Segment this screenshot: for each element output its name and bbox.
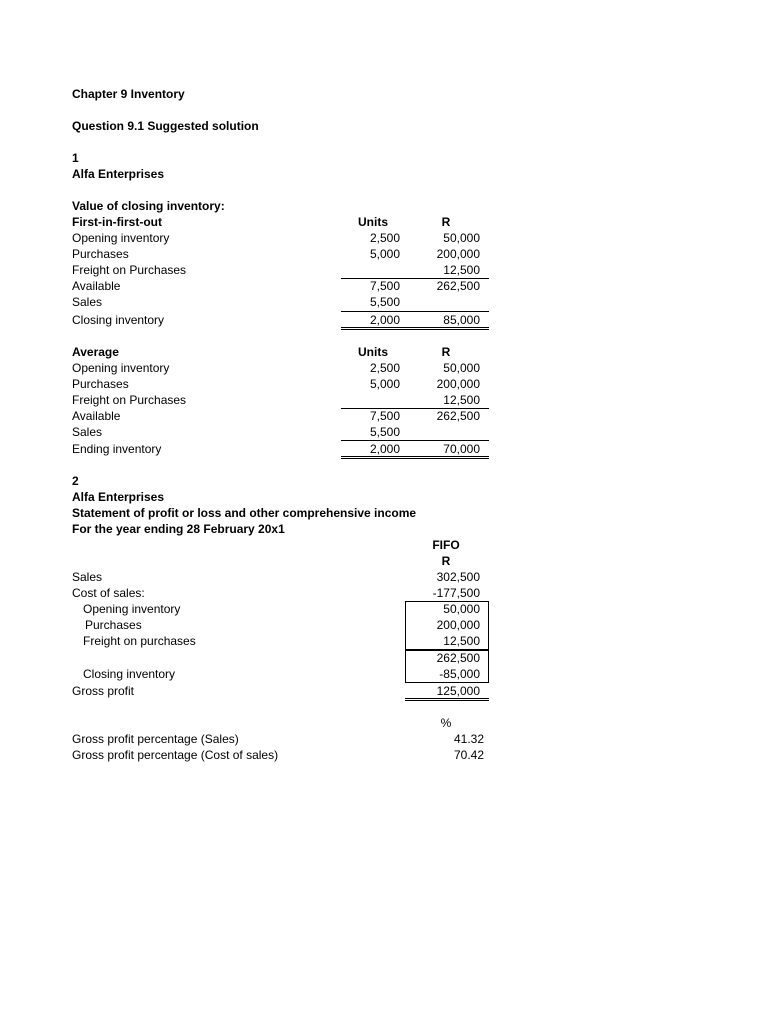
fifo-units-header: Units bbox=[358, 215, 388, 229]
fifo-row-label: Closing inventory bbox=[72, 313, 165, 327]
statement-row-value: 302,500 bbox=[436, 570, 480, 584]
double-rule-bottom bbox=[341, 329, 489, 330]
statement-row-value: 200,000 bbox=[436, 618, 480, 632]
closing-inventory-heading: Value of closing inventory: bbox=[72, 199, 225, 213]
statement-row-label: Cost of sales: bbox=[72, 586, 145, 600]
fifo-row-r: 85,000 bbox=[443, 313, 480, 327]
subtotal-rule bbox=[341, 440, 489, 441]
average-row-units: 5,000 bbox=[369, 377, 400, 391]
percentage-value: 41.32 bbox=[453, 732, 484, 746]
average-row-label: Freight on Purchases bbox=[72, 393, 187, 407]
statement-row-value: -85,000 bbox=[439, 667, 480, 681]
double-rule-bottom bbox=[341, 458, 489, 459]
average-row-label: Opening inventory bbox=[72, 361, 170, 375]
statement-row-label: Gross profit bbox=[72, 684, 135, 698]
fifo-row-units: 5,500 bbox=[369, 295, 400, 309]
fifo-row-label: Available bbox=[72, 279, 121, 293]
double-rule-top bbox=[341, 456, 489, 457]
fifo-row-r: 50,000 bbox=[443, 231, 480, 245]
part-number-2: 2 bbox=[72, 474, 79, 488]
company-name-2: Alfa Enterprises bbox=[72, 490, 165, 504]
fifo-row-label: Sales bbox=[72, 295, 103, 309]
statement-row-label: Freight on purchases bbox=[83, 634, 196, 648]
statement-period: For the year ending 28 February 20x1 bbox=[72, 522, 285, 536]
average-row-units: 7,500 bbox=[369, 409, 400, 423]
statement-row-label: Opening inventory bbox=[83, 602, 181, 616]
fifo-column-header: FIFO bbox=[432, 538, 460, 552]
statement-row-label: Sales bbox=[72, 570, 103, 584]
fifo-row-r: 200,000 bbox=[436, 247, 480, 261]
fifo-row-units: 5,000 bbox=[369, 247, 400, 261]
statement-title: Statement of profit or loss and other comprehensive income bbox=[72, 506, 417, 520]
average-row-units: 5,500 bbox=[369, 425, 400, 439]
average-row-r: 50,000 bbox=[443, 361, 480, 375]
average-row-label: Purchases bbox=[72, 377, 129, 391]
average-title: Average bbox=[72, 345, 119, 359]
fifo-row-label: Freight on Purchases bbox=[72, 263, 187, 277]
part-number-1: 1 bbox=[72, 151, 79, 165]
average-row-units: 2,000 bbox=[369, 442, 400, 456]
subtotal-rule bbox=[341, 311, 489, 312]
percent-header: % bbox=[440, 716, 452, 730]
fifo-r-header: R bbox=[441, 215, 451, 229]
statement-row-label: Closing inventory bbox=[83, 667, 176, 681]
chapter-title: Chapter 9 Inventory bbox=[72, 87, 185, 101]
average-row-r: 200,000 bbox=[436, 377, 480, 391]
statement-row-label: Purchases bbox=[85, 618, 142, 632]
fifo-row-r: 12,500 bbox=[443, 263, 480, 277]
statement-row-value: 50,000 bbox=[443, 602, 480, 616]
average-row-label: Ending inventory bbox=[72, 442, 162, 456]
average-row-r: 12,500 bbox=[443, 393, 480, 407]
double-rule-top bbox=[341, 327, 489, 328]
question-title: Question 9.1 Suggested solution bbox=[72, 119, 259, 133]
average-row-r: 262,500 bbox=[436, 409, 480, 423]
percentage-label: Gross profit percentage (Cost of sales) bbox=[72, 748, 279, 762]
average-row-units: 2,500 bbox=[369, 361, 400, 375]
statement-row-value: 262,500 bbox=[436, 651, 480, 665]
currency-column-header: R bbox=[441, 554, 451, 568]
fifo-title: First-in-first-out bbox=[72, 215, 162, 229]
fifo-row-label: Purchases bbox=[72, 247, 129, 261]
average-r-header: R bbox=[441, 345, 451, 359]
statement-row-value: 12,500 bbox=[443, 634, 480, 648]
percentage-value: 70.42 bbox=[453, 748, 484, 762]
average-row-r: 70,000 bbox=[443, 442, 480, 456]
statement-row-value: -177,500 bbox=[432, 586, 480, 600]
average-units-header: Units bbox=[358, 345, 388, 359]
company-name-1: Alfa Enterprises bbox=[72, 167, 165, 181]
double-rule-top bbox=[405, 698, 489, 699]
percentage-label: Gross profit percentage (Sales) bbox=[72, 732, 239, 746]
average-row-label: Sales bbox=[72, 425, 103, 439]
fifo-row-label: Opening inventory bbox=[72, 231, 170, 245]
double-rule-bottom bbox=[405, 700, 489, 701]
average-row-label: Available bbox=[72, 409, 121, 423]
fifo-row-r: 262,500 bbox=[436, 279, 480, 293]
fifo-row-units: 2,000 bbox=[369, 313, 400, 327]
fifo-row-units: 2,500 bbox=[369, 231, 400, 245]
fifo-row-units: 7,500 bbox=[369, 279, 400, 293]
statement-row-value: 125,000 bbox=[436, 684, 480, 698]
